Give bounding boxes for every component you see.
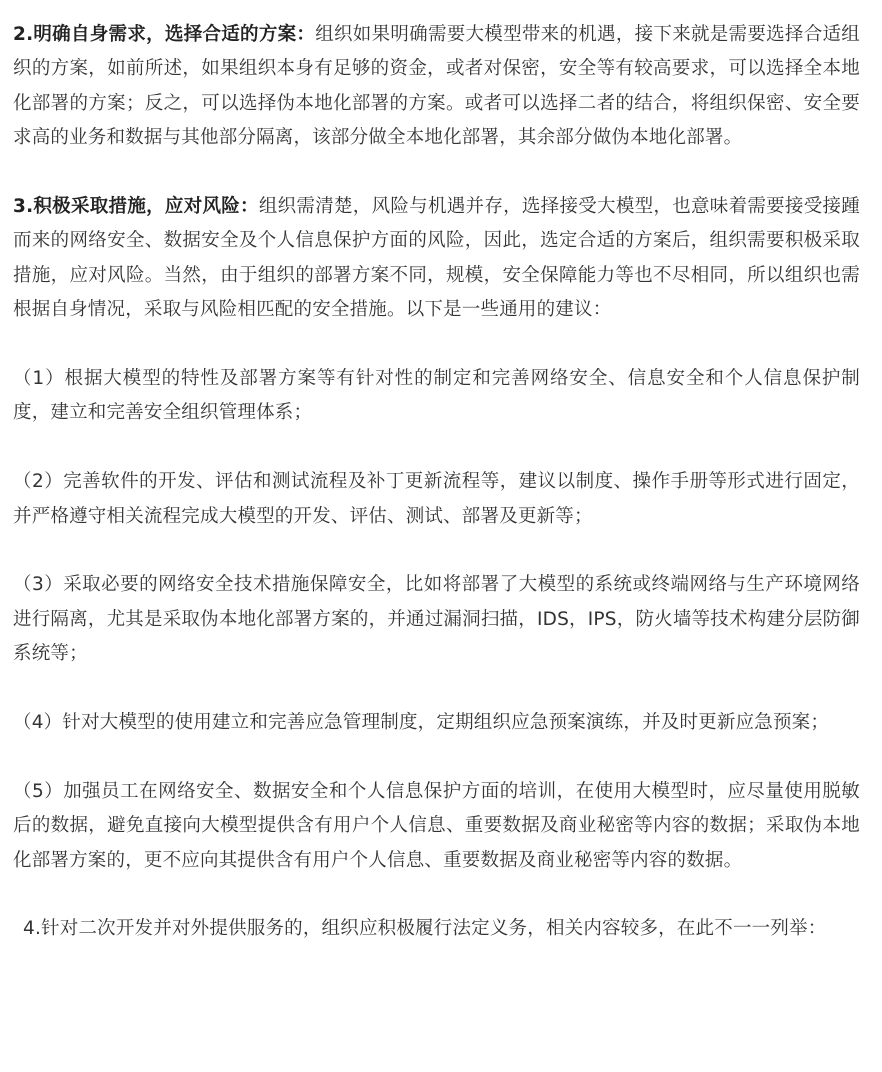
list-item-4: （4）针对大模型的使用建立和完善应急管理制度，定期组织应急预案演练，并及时更新应急预案； — [13, 712, 830, 734]
paragraph-gap — [13, 534, 860, 568]
paragraph-gap — [13, 672, 860, 706]
list-item-2: （2）完善软件的开发、评估和测试流程及补丁更新流程等，建议以制度、操作手册等形式进行固定，并严格遵守相关流程完成大模型的开发、评估、测试、部署及更新等； — [13, 471, 860, 527]
list-item-5: （5）加强员工在网络安全、数据安全和个人信息保护方面的培训，在使用大模型时，应尽量使用脱敏后的数据，避免直接向大模型提供含有用户个人信息、重要数据及商业秘密等内容的数据；采取伪本地化部署方案的，更不应向其提供含有用户个人信息、重要数据及商业秘密等内容的数据。 — [13, 780, 860, 871]
paragraph-gap — [13, 328, 860, 362]
section-2-heading: 2.明确自身需求，选择合适的方案： — [13, 24, 316, 45]
list-item-3: （3）采取必要的网络安全技术措施保障安全，比如将部署了大模型的系统或终端网络与生产环境网络进行隔离，尤其是采取伪本地化部署方案的，并通过漏洞扫描，IDS，IPS，防火墙等技术构建分层防御系统等； — [13, 574, 860, 665]
section-4-paragraph: 4.针对二次开发并对外提供服务的，组织应积极履行法定义务，相关内容较多，在此不一一列举： — [23, 918, 827, 940]
list-item-1: （1）根据大模型的特性及部署方案等有针对性的制定和完善网络安全、信息安全和个人信息保护制度，建立和完善安全组织管理体系； — [13, 368, 860, 424]
section-3-heading: 3.积极采取措施，应对风险： — [13, 196, 259, 218]
section-3-paragraph — [13, 190, 860, 328]
paragraph-gap — [13, 878, 860, 912]
section-3-body: 组织需清楚，风险与机遇并存，选择接受大模型，也意味着需要接受接踵而来的网络安全、数据安全及个人信息保护方面的风险，因此，选定合适的方案后，组织需要积极采取措施，应对风险。当然，由于组织的部署方案不同，规模，安全保障能力等也不尽相同，所以组织也需根据自身情况，采取与风险相匹配的安全措施。以下是一些通用的建议： — [13, 196, 861, 321]
section-2-paragraph — [13, 18, 860, 156]
paragraph-gap — [13, 740, 860, 774]
paragraph-gap — [13, 431, 860, 465]
section-2-body: 组织如果明确需要大模型带来的机遇，接下来就是需要选择合适组织的方案，如前所述，如果组织本身有足够的资金，或者对保密，安全等有较高要求，可以选择全本地化部署的方案；反之，可以选择伪本地化部署的方案。或者可以选择二者的结合，将组织保密、安全要求高的业务和数据与其他部分隔离，该部分做全本地化部署，其余部分做伪本地化部署。 — [13, 24, 860, 149]
paragraph-gap — [13, 156, 860, 190]
